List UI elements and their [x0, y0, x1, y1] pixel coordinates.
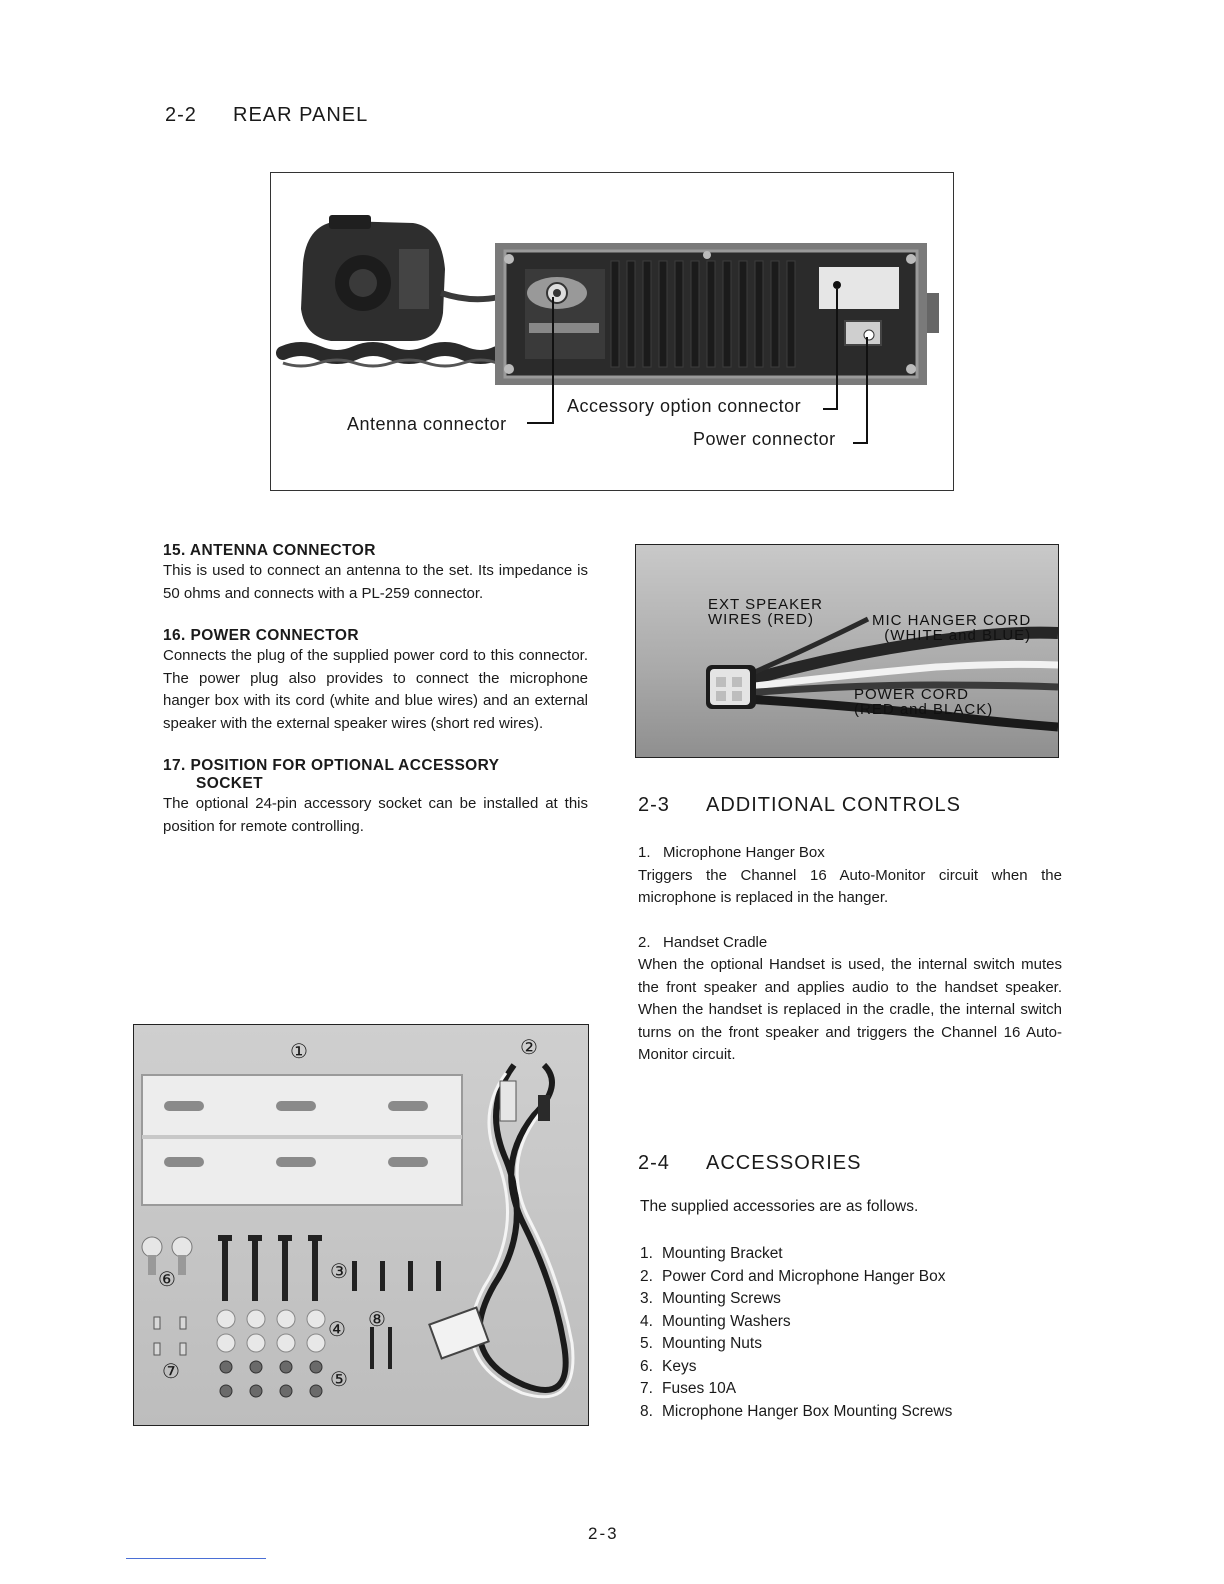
section-number: 2-3: [638, 794, 670, 816]
item-17-heading: [163, 757, 588, 793]
section-title: REAR PANEL: [233, 104, 369, 126]
item-15-text: This is used to connect an antenna to the set. Its impedance is 50 ohms and connects with a PL-259 connector.: [163, 562, 588, 602]
section-title: ACCESSORIES: [706, 1152, 862, 1174]
control-1-text: Triggers the Channel 16 Auto-Monitor circuit when the microphone is replaced in the hanger.: [638, 866, 1062, 906]
ext-speaker-line2: WIRES (RED): [708, 611, 814, 628]
list-label: Mounting Screws: [662, 1290, 781, 1307]
section-number: 2-4: [638, 1152, 670, 1174]
control-1-label: 1. Microphone Hanger Box: [638, 844, 825, 861]
item-17-heading-line2: SOCKET: [196, 775, 263, 792]
accessory-marker-5: ⑤: [330, 1369, 348, 1391]
page-number: 2-3: [588, 1524, 619, 1543]
list-number: 2.: [640, 1267, 653, 1285]
item-16-heading: 16. POWER CONNECTOR: [163, 627, 359, 644]
antenna-connector-label: Antenna connector: [347, 414, 507, 434]
list-item: [640, 1288, 952, 1311]
list-label: Keys: [662, 1357, 697, 1375]
power-cord-photo: [635, 544, 1059, 758]
list-item: [640, 1266, 952, 1289]
power-cord-illustration: [636, 545, 1058, 757]
list-item: [640, 1378, 952, 1401]
list-number: 1.: [640, 1245, 653, 1262]
list-label: Fuses 10A: [662, 1380, 737, 1397]
control-2-text: When the optional Handset is used, the internal switch mutes the front speaker and applies audio to the handset speaker. When the handset is replaced in the cradle, the internal switch turns on the front speaker and triggers the Channel 16 Auto-Monitor circuit.: [638, 956, 1062, 1063]
section-heading-accessories: [638, 1152, 861, 1175]
connector-descriptions: [163, 542, 588, 838]
list-number: 8.: [640, 1402, 653, 1420]
ext-speaker-label: [708, 597, 823, 627]
accessory-marker-7: ⑦: [162, 1361, 180, 1383]
power-cord-line2: (RED and BLACK): [854, 701, 994, 718]
accessories-intro: The supplied accessories are as follows.: [640, 1198, 919, 1215]
mic-hanger-cord-label: [872, 613, 1031, 643]
accessories-list: [640, 1243, 952, 1423]
power-cord-label: [854, 687, 993, 717]
accessory-marker-4: ④: [328, 1319, 346, 1341]
item-17-heading-line1: 17. POSITION FOR OPTIONAL ACCESSORY: [163, 757, 500, 774]
item-16-text: Connects the plug of the supplied power cord to this connector. The power plug also provides to connect the microphone hanger box with its cord (white and blue wires) and an external speaker with the external speaker wires (short red wires).: [163, 647, 588, 732]
list-number: 4.: [640, 1312, 653, 1330]
accessory-marker-6: ⑥: [158, 1269, 176, 1291]
section-heading-rear-panel: [165, 104, 368, 127]
accessory-marker-3: ③: [330, 1261, 348, 1283]
section-number: 2-2: [165, 104, 197, 126]
list-number: 7.: [640, 1380, 653, 1397]
rear-panel-figure: [270, 172, 954, 491]
power-cord-line1: POWER CORD: [854, 686, 969, 703]
list-label: Microphone Hanger Box Mounting Screws: [662, 1402, 953, 1420]
section-heading-additional-controls: [638, 794, 961, 817]
footer-rule: [126, 1558, 266, 1559]
list-item: [640, 1401, 952, 1424]
accessory-marker-8: ⑧: [368, 1309, 386, 1331]
list-number: 3.: [640, 1290, 653, 1307]
list-number: 5.: [640, 1335, 653, 1352]
section-title: ADDITIONAL CONTROLS: [706, 794, 961, 816]
accessory-marker-2: ②: [520, 1037, 538, 1059]
mic-hanger-line2: (WHITE and BLUE): [884, 627, 1032, 644]
accessory-marker-1: ①: [290, 1041, 308, 1063]
additional-controls-list: [638, 842, 1062, 1067]
control-2-label: 2. Handset Cradle: [638, 933, 768, 951]
list-number: 6.: [640, 1357, 653, 1375]
list-label: Mounting Bracket: [662, 1245, 783, 1262]
list-item: [640, 1243, 952, 1266]
list-label: Mounting Washers: [662, 1312, 791, 1330]
list-item: [640, 1356, 952, 1379]
list-item: [640, 1333, 952, 1356]
accessories-photo: [133, 1024, 589, 1426]
power-connector-label: Power connector: [693, 429, 836, 449]
accessories-illustration: [134, 1025, 588, 1425]
list-label: Power Cord and Microphone Hanger Box: [662, 1267, 946, 1285]
item-15-heading: 15. ANTENNA CONNECTOR: [163, 542, 376, 559]
ext-speaker-line1: EXT SPEAKER: [708, 596, 823, 613]
rear-panel-photo: [271, 173, 953, 490]
item-17-text: The optional 24-pin accessory socket can be installed at this position for remote controlling.: [163, 795, 588, 835]
accessory-connector-label: Accessory option connector: [567, 396, 802, 416]
list-item: [640, 1311, 952, 1334]
list-label: Mounting Nuts: [662, 1335, 762, 1352]
mic-hanger-line1: MIC HANGER CORD: [872, 612, 1032, 629]
